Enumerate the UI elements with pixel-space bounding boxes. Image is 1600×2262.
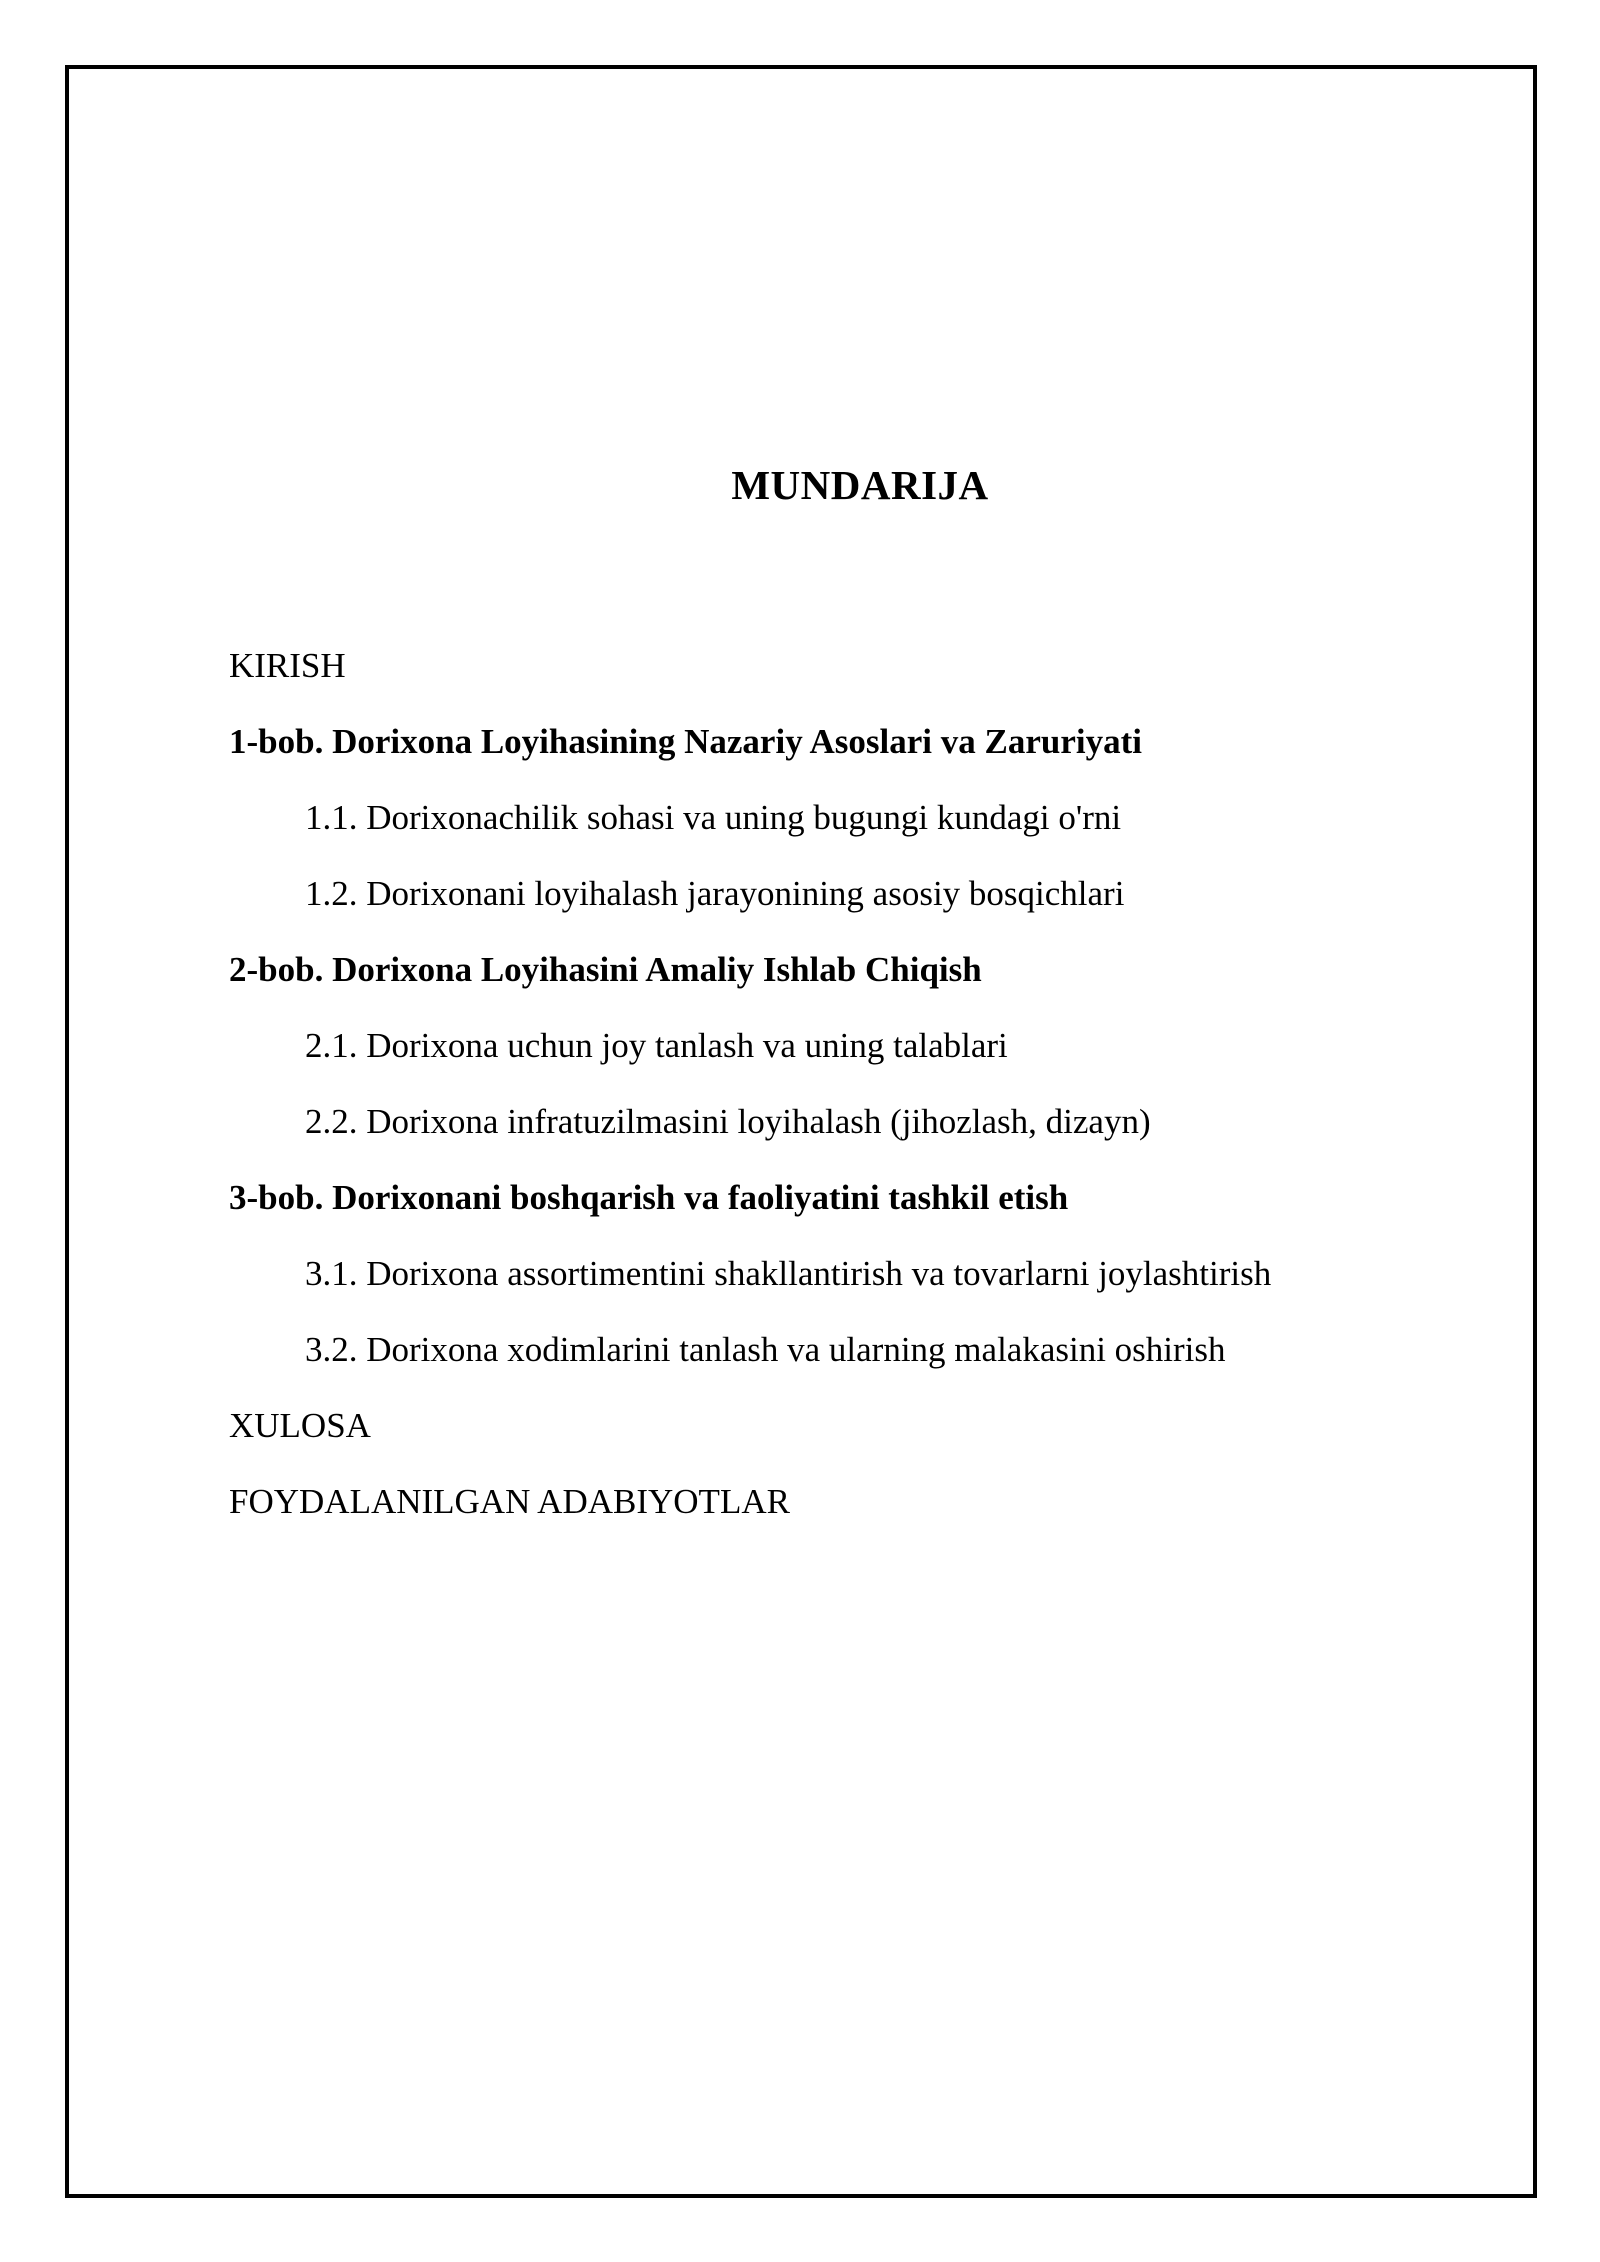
toc-section-1-1: 1.1. Dorixonachilik sohasi va uning bugungi kundagi o'rni [305, 798, 1122, 837]
toc-chapter-1: 1-bob. Dorixona Loyihasining Nazariy Asoslari va Zaruriyati [229, 722, 1142, 761]
toc-section-3-1: 3.1. Dorixona assortimentini shakllantirish va tovarlarni joylashtirish [305, 1254, 1272, 1293]
toc-entry-references: FOYDALANILGAN ADABIYOTLAR [229, 1482, 790, 1521]
toc-section-2-1: 2.1. Dorixona uchun joy tanlash va uning talablari [305, 1026, 1008, 1065]
toc-chapter-3: 3-bob. Dorixonani boshqarish va faoliyatini tashkil etish [229, 1178, 1069, 1217]
toc-section-2-2: 2.2. Dorixona infratuzilmasini loyihalash (jihozlash, dizayn) [305, 1102, 1151, 1141]
page-title: MUNDARIJA [731, 462, 989, 508]
toc-chapter-2: 2-bob. Dorixona Loyihasini Amaliy Ishlab Chiqish [229, 950, 982, 989]
table-of-contents [229, 640, 1489, 1552]
toc-section-3-2: 3.2. Dorixona xodimlarini tanlash va ularning malakasini oshirish [305, 1330, 1226, 1369]
toc-entry-introduction: KIRISH [229, 646, 346, 685]
toc-section-1-2: 1.2. Dorixonani loyihalash jarayonining asosiy bosqichlari [305, 874, 1125, 913]
toc-entry-conclusion: XULOSA [229, 1406, 371, 1445]
